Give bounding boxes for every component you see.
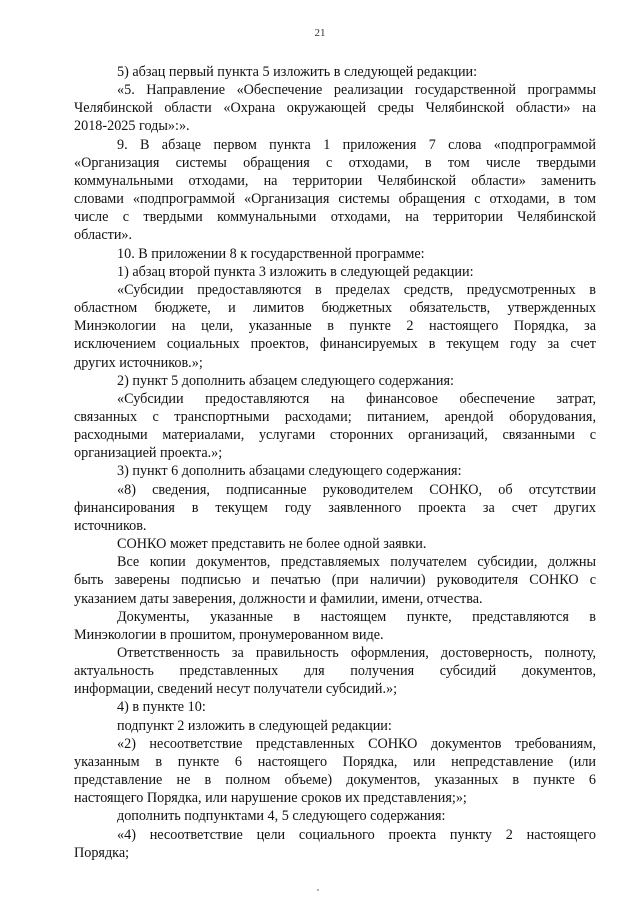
paragraph xyxy=(74,608,596,644)
text-line: областном бюджете, и лимитов бюджетных обязательств, утвержденных xyxy=(74,300,596,317)
text-line: информации, сведений несут получатели субсидий.»; xyxy=(74,681,398,698)
paragraph xyxy=(74,281,596,372)
text-line: 3) пункт 6 дополнить абзацами следующего содержания: xyxy=(117,463,462,480)
text-line: 10. В приложении 8 к государственной программе: xyxy=(117,245,425,262)
paragraph xyxy=(74,263,596,281)
text-line: представление не в полном объеме) документов, указанных в пункте 6 xyxy=(74,772,596,789)
text-line: Минэкологии в прошитом, пронумерованном виде. xyxy=(74,626,384,643)
paragraph xyxy=(74,535,596,553)
text-line: 1) абзац второй пункта 3 изложить в следующей редакции: xyxy=(117,263,474,280)
text-line: Минэкологии на цели, указанные в пункте 2 настоящего Порядка, за xyxy=(74,318,596,335)
text-line: Челябинской области «Охрана окружающей среды Челябинской области» на xyxy=(74,100,596,117)
paragraph xyxy=(74,63,596,81)
text-line: Ответственность за правильность оформления, достоверность, полноту, xyxy=(117,645,596,661)
text-line: коммунальными отходами, на территории Челябинской области» заменить xyxy=(74,172,596,189)
text-line: «4) несоответствие цели социального проекта пункту 2 настоящего xyxy=(117,826,596,843)
text-line: 4) в пункте 10: xyxy=(117,699,206,716)
page-number: 21 xyxy=(314,27,326,39)
paragraph xyxy=(74,390,596,463)
text-line: «Субсидии предоставляются в пределах средств, предусмотренных в xyxy=(117,281,596,298)
paragraph xyxy=(74,644,596,698)
paragraph xyxy=(74,717,596,735)
text-line: исключением социальных проектов, финансируемых в текущем году за счет xyxy=(74,336,596,353)
text-line: связанных с транспортными расходами; питанием, арендой оборудования, xyxy=(74,408,596,425)
text-line: 2018-2025 годы»:». xyxy=(74,118,190,135)
text-line: 2) пункт 5 дополнить абзацем следующего содержания: xyxy=(117,372,454,389)
text-line: Порядка; xyxy=(74,844,130,861)
text-line: подпункт 2 изложить в следующей редакции: xyxy=(117,717,392,734)
text-line: указанием даты заверения, должности и фамилии, имени, отчества. xyxy=(74,590,483,607)
text-line: организацией проекта.»; xyxy=(74,445,223,462)
text-line: 5) абзац первый пункта 5 изложить в следующей редакции: xyxy=(117,64,478,80)
text-line: других источников.»; xyxy=(74,354,203,371)
text-line: указанным в пункте 6 настоящего Порядка, или непредставление (или xyxy=(74,753,596,770)
paragraph xyxy=(74,481,596,535)
text-line: источников. xyxy=(74,517,147,534)
text-line: Документы, указанные в настоящем пункте, представляются в xyxy=(117,608,596,625)
paragraph xyxy=(74,462,596,480)
text-line: финансирования в текущем году заявленного проекта за счет других xyxy=(74,499,596,516)
text-line: расходными материалами, услугами сторонних организаций, связанными с xyxy=(74,427,596,444)
paragraph xyxy=(74,136,596,245)
paragraph xyxy=(74,698,596,716)
text-line: быть заверены подписью и печатью (при наличии) руководителя СОНКО с xyxy=(74,572,596,589)
paragraph xyxy=(74,553,596,607)
paragraph xyxy=(74,81,596,135)
paragraph xyxy=(74,372,596,390)
text-line: словами «подпрограммой «Организация системы обращения с отходами, в том xyxy=(74,191,596,208)
text-line: «2) несоответствие представленных СОНКО документов требованиям, xyxy=(117,735,596,752)
text-line: числе с твердыми коммунальными отходами, на территории Челябинской xyxy=(74,209,596,226)
text-line: «Организация системы обращения с отходами, в том числе твердыми xyxy=(74,154,596,171)
text-line: «5. Направление «Обеспечение реализации государственной программы xyxy=(117,82,596,99)
text-line: Все копии документов, представляемых получателем субсидии, должны xyxy=(117,554,596,571)
document-body xyxy=(74,63,596,862)
text-line: области». xyxy=(74,227,133,244)
paragraph xyxy=(74,245,596,263)
paragraph xyxy=(74,735,596,808)
paragraph xyxy=(74,807,596,825)
text-line: «8) сведения, подписанные руководителем СОНКО, об отсутствии xyxy=(117,481,596,498)
text-line: «Субсидии предоставляются на финансовое обеспечение затрат, xyxy=(117,390,596,407)
text-line: настоящего Порядка, или нарушение сроков их представления;»; xyxy=(74,790,467,807)
text-line: 9. В абзаце первом пункта 1 приложения 7 слова «подпрограммой xyxy=(117,136,596,153)
scan-speck xyxy=(317,889,319,891)
text-line: актуальность представленных для получения субсидий документов, xyxy=(74,663,596,680)
paragraph xyxy=(74,826,596,862)
text-line: СОНКО может представить не более одной заявки. xyxy=(117,536,427,553)
text-line: дополнить подпунктами 4, 5 следующего содержания: xyxy=(117,808,446,825)
